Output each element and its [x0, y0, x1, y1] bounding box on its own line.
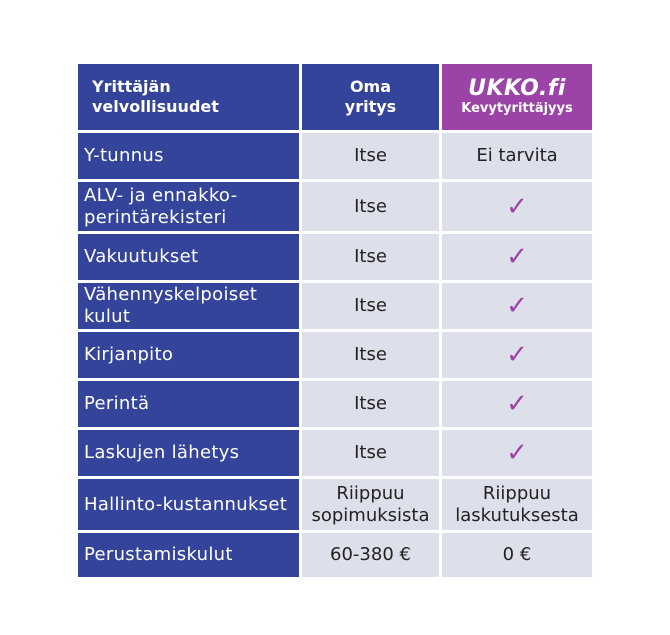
label-line: Y-tunnus — [84, 145, 164, 166]
label-line: Perustamiskulut — [84, 544, 233, 565]
ukko-line: Ei tarvita — [476, 145, 558, 166]
checkmark-icon: ✓ — [506, 291, 528, 321]
comparison-table — [78, 64, 592, 577]
oma-line: 60-380 € — [330, 544, 411, 565]
ukko-line: Riippuu — [482, 482, 552, 504]
oma-line: sopimuksista — [311, 504, 430, 526]
header-own-company-line-2: yritys — [344, 97, 397, 116]
oma-yritys-value — [302, 234, 439, 280]
ukko-value — [442, 182, 592, 231]
label-line: perintärekisteri — [84, 206, 227, 228]
ukko-value — [442, 430, 592, 476]
checkmark-icon: ✓ — [506, 191, 528, 222]
ukko-value — [442, 533, 592, 577]
checkmark-icon: ✓ — [506, 389, 528, 419]
label-line: Vakuutukset — [84, 246, 199, 267]
oma-yritys-value — [302, 533, 439, 577]
oma-yritys-value — [302, 332, 439, 378]
row-label — [78, 381, 299, 427]
row-label — [78, 283, 299, 329]
label-line: Kirjanpito — [84, 344, 174, 365]
label-line: Vähennyskelpoiset — [84, 284, 258, 305]
row-label — [78, 182, 299, 231]
header-obligations — [78, 64, 299, 130]
oma-yritys-value — [302, 182, 439, 231]
header-ukko-brand — [442, 64, 592, 130]
oma-yritys-value — [302, 479, 439, 530]
header-obligations-line-1: Yrittäjän — [92, 77, 171, 96]
ukko-value — [442, 479, 592, 530]
header-own-company-line-1: Oma — [349, 77, 392, 96]
header-obligations-line-2: velvollisuudet — [92, 97, 219, 116]
oma-yritys-value — [302, 430, 439, 476]
label-line: Laskujen lähetys — [84, 442, 240, 463]
oma-line: Itse — [354, 195, 387, 217]
oma-line: Itse — [354, 344, 387, 365]
ukko-tagline: Kevytyrittäjyys — [461, 101, 573, 116]
header-own-company — [302, 64, 439, 130]
label-line: ALV- ja ennakko- — [84, 184, 238, 206]
row-label — [78, 332, 299, 378]
oma-line: Itse — [354, 442, 387, 463]
oma-line: Itse — [354, 295, 387, 316]
row-label — [78, 533, 299, 577]
ukko-value — [442, 332, 592, 378]
row-label — [78, 430, 299, 476]
row-label — [78, 479, 299, 530]
checkmark-icon: ✓ — [506, 340, 528, 370]
oma-line: Itse — [354, 393, 387, 414]
oma-line: Riippuu — [336, 482, 405, 504]
label-line: Perintä — [84, 393, 150, 414]
oma-line: Itse — [354, 145, 387, 166]
ukko-logo: UKKO.fi — [468, 76, 566, 101]
checkmark-icon: ✓ — [506, 242, 528, 272]
ukko-line: laskutuksesta — [455, 504, 579, 526]
row-label — [78, 133, 299, 179]
checkmark-icon: ✓ — [506, 438, 528, 468]
ukko-line: 0 € — [502, 544, 532, 565]
oma-yritys-value — [302, 381, 439, 427]
oma-line: Itse — [354, 246, 387, 267]
label-line: Hallinto-kustannukset — [84, 493, 288, 515]
label-line: kulut — [84, 306, 131, 327]
ukko-value — [442, 381, 592, 427]
oma-yritys-value — [302, 133, 439, 179]
row-label — [78, 234, 299, 280]
ukko-value — [442, 133, 592, 179]
oma-yritys-value — [302, 283, 439, 329]
ukko-value — [442, 234, 592, 280]
ukko-value — [442, 283, 592, 329]
